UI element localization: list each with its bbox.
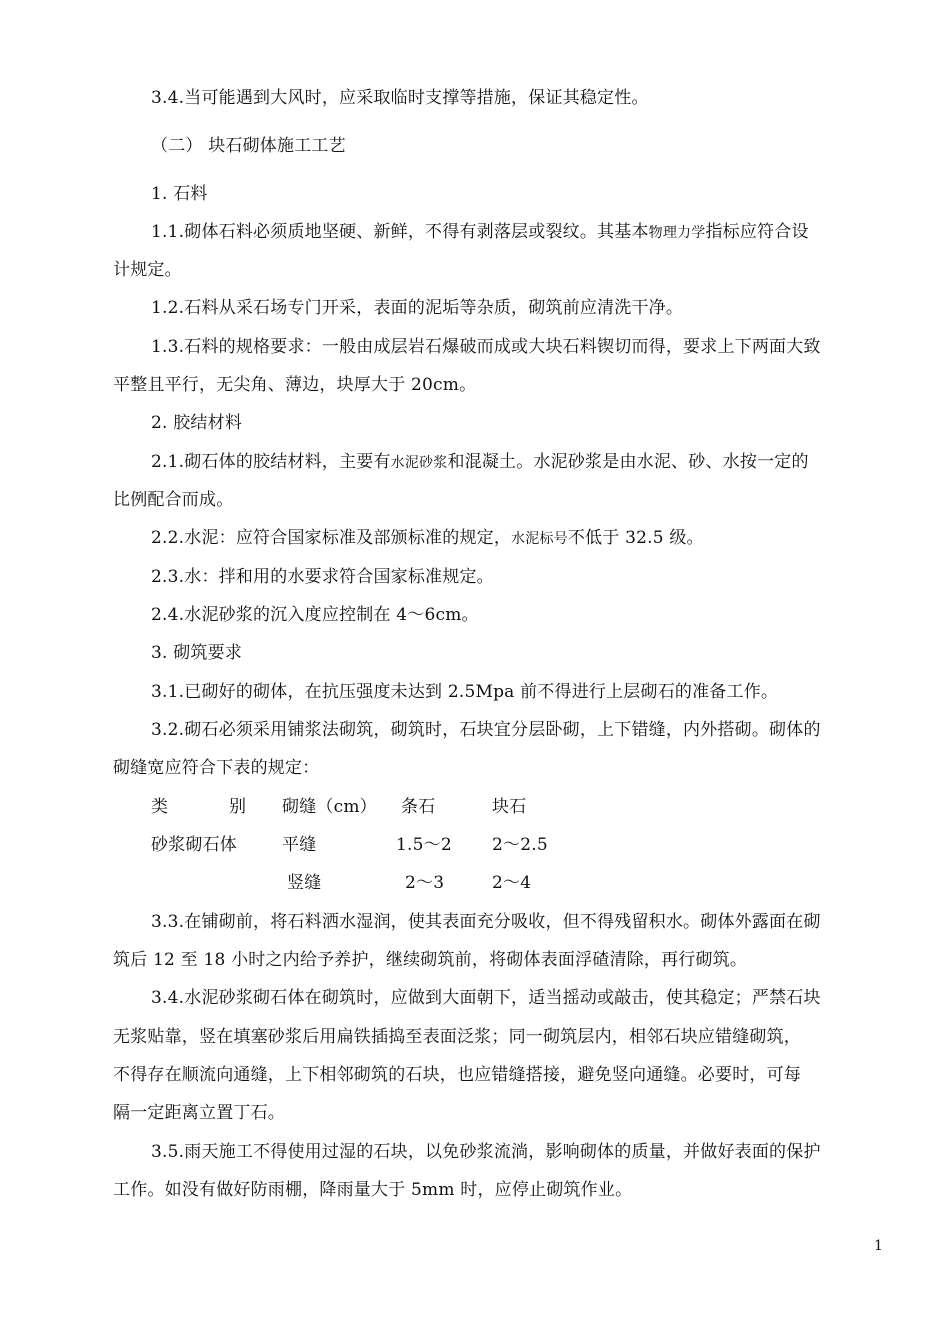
paragraph-2-1-part-a: 2.1.砌石体的胶结材料，主要有	[151, 452, 391, 472]
paragraph-2-2	[151, 527, 704, 550]
paragraph-2-1-part-b: 水泥砂浆	[390, 455, 448, 471]
paragraph-3-3-continued: 筑后 12 至 18 小时之内给予养护，继续砌筑前，将砌体表面浮碴清除，再行砌筑。	[113, 950, 748, 970]
paragraph-2-4: 2.4.水泥砂浆的沉入度应控制在 4～6cm。	[151, 605, 479, 625]
table-row1-joint: 平缝	[282, 835, 317, 855]
paragraph-3-2: 3.2.砌石必须采用铺浆法砌筑，砌筑时，石块宜分层卧砌，上下错缝，内外搭砌。砌体的	[151, 720, 821, 740]
paragraph-1-1	[151, 221, 809, 244]
paragraph-3-4-continued-3: 隔一定距离立置丁石。	[113, 1103, 285, 1123]
paragraph-3-5-continued: 工作。如没有做好防雨棚，降雨量大于 5mm 时，应停止砌筑作业。	[113, 1180, 633, 1200]
table-header-strip-stone: 条石	[401, 797, 436, 817]
paragraph-2-1-part-c: 和混凝土。水泥砂浆是由水泥、砂、水按一定的	[447, 452, 809, 472]
table-row1-block-stone: 2～2.5	[492, 835, 548, 855]
paragraph-2-2-part-b: 水泥标号	[511, 531, 568, 547]
subheading-masonry-requirements: 3. 砌筑要求	[151, 643, 243, 663]
page-number: 1	[874, 1238, 883, 1254]
paragraph-2-2-part-a: 2.2.水泥：应符合国家标准及部颁标准的规定，	[151, 528, 512, 548]
paragraph-3-4-continued-1: 无浆贴靠，竖在填塞砂浆后用扁铁插捣至表面泛浆；同一砌筑层内，相邻石块应错缝砌筑，	[113, 1027, 801, 1047]
section-heading-block-stone-masonry: （二） 块石砌体施工工艺	[151, 136, 346, 156]
paragraph-2-1-continued: 比例配合而成。	[113, 490, 234, 510]
table-header-category-a: 类	[151, 797, 169, 817]
paragraph-1-1-part-b: 物理力学	[648, 225, 706, 241]
paragraph-3-2-continued: 砌缝宽应符合下表的规定：	[113, 758, 320, 778]
table-row1-category: 砂浆砌石体	[151, 835, 237, 855]
table-row1-strip-stone: 1.5～2	[396, 835, 452, 855]
paragraph-3-4: 3.4.水泥砂浆砌石体在砌筑时，应做到大面朝下，适当摇动或敲击，使其稳定；严禁石块	[151, 988, 821, 1008]
paragraph-2-2-part-c: 不低于 32.5 级。	[567, 528, 704, 548]
table-row2-strip-stone: 2～3	[405, 873, 445, 893]
paragraph-2-1	[151, 451, 809, 474]
paragraph-3-1: 3.1.已砌好的砌体，在抗压强度未达到 2.5Mpa 前不得进行上层砌石的准备工作。	[151, 682, 779, 702]
subheading-stone-material: 1. 石料	[151, 184, 208, 204]
table-header-joint: 砌缝（cm）	[282, 797, 377, 817]
paragraph-3-5: 3.5.雨天施工不得使用过湿的石块，以免砂浆流淌，影响砌体的质量，并做好表面的保护	[151, 1142, 821, 1162]
paragraph-1-1-part-c: 指标应符合设	[705, 222, 809, 242]
subheading-binding-material: 2. 胶结材料	[151, 413, 243, 433]
table-row2-block-stone: 2～4	[492, 873, 532, 893]
paragraph-1-3-continued: 平整且平行，无尖角、薄边，块厚大于 20cm。	[113, 375, 477, 395]
paragraph-1-3: 1.3.石料的规格要求：一般由成层岩石爆破而成或大块石料锲切而得，要求上下两面大致	[151, 337, 821, 357]
paragraph-1-1-continued: 计规定。	[113, 260, 182, 280]
paragraph-3-4-continued-2: 不得存在顺流向通缝，上下相邻砌筑的石块，也应错缝搭接，避免竖向通缝。必要时，可每	[113, 1065, 801, 1085]
paragraph-2-3: 2.3.水：拌和用的水要求符合国家标准规定。	[151, 567, 494, 587]
paragraph-1-2: 1.2.石料从采石场专门开采，表面的泥垢等杂质，砌筑前应清洗干净。	[151, 298, 684, 318]
table-row2-joint: 竖缝	[287, 873, 322, 893]
table-header-category-b: 别	[229, 797, 247, 817]
table-header-block-stone: 块石	[492, 797, 527, 817]
paragraph-3-3: 3.3.在铺砌前，将石料洒水湿润，使其表面充分吸收，但不得残留积水。砌体外露面在砌	[151, 912, 821, 932]
paragraph-1-1-part-a: 1.1.砌体石料必须质地坚硬、新鲜，不得有剥落层或裂纹。其基本	[151, 222, 649, 242]
paragraph-3-4-wind-support: 3.4.当可能遇到大风时，应采取临时支撑等措施，保证其稳定性。	[151, 88, 649, 108]
